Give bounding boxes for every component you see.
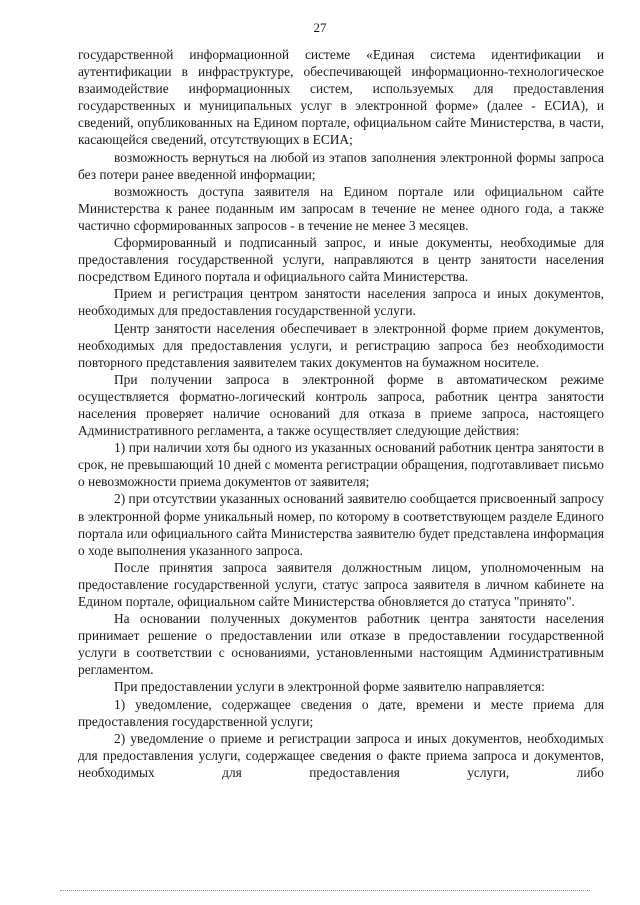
paragraph-automatic-check: При получении запроса в электронной форме в автоматическом режиме осуществляется форматно-логический контроль запроса, работник центра занятости населения проверяет наличие оснований для отказа в приеме запроса, настоящего Административного регламента, а также осуществляет следующие действия: [78,371,604,439]
page-body [78,46,604,781]
paragraph-electronic-reception: Центр занятости населения обеспечивает в электронной форме прием документов, необходимых для предоставления услуги, и регистрацию запроса без необходимости повторного представления заявителем таких документов на бумажном носителе. [78,320,604,370]
paragraph-decision: На основании полученных документов работник центра занятости населения принимает решение о предоставлении или отказе в предоставлении государственной услуги в соответствии с основаниями, установленными настоящим Административным регламентом. [78,611,604,678]
list-item-2-unique-number: 2) при отсутствии указанных оснований заявителю сообщается присвоенный запросу в электронной форме уникальный номер, по которому в соответствующем разделе Единого портала или официального сайта Министерства заявителю будет представлена информация о ходе выполнения указанного запроса. [78,491,604,558]
paragraph-esia-continuation: государственной информационной системе «Единая система идентификации и аутентификации в инфраструктуре, обеспечивающей информационно-технологическое взаимодействие информационных систем, используемых для предоставления государственных и муниципальных услуг в электронной форме» (далее - ЕСИА), и сведений, опубликованных на Едином портале, официальном сайте Министерства, в части, касающейся сведений, отсутствующих в ЕСИА; [78,47,604,148]
list-item-2-notification-registration: 2) уведомление о приеме и регистрации запроса и иных документов, необходимых для предоставления услуги, содержащее сведения о факте приема запроса и документов, необходимых для предоставления услуги, либо [78,730,604,780]
paragraph-status-accepted: После принятия запроса заявителя должностным лицом, уполномоченным на предоставление государственной услуги, статус запроса заявителя в личном кабинете на Едином портале, официальном сайте Министерства обновляется до статуса "принято". [78,559,604,609]
list-item-1-refusal-letter: 1) при наличии хотя бы одного из указанных оснований работник центра занятости в срок, не превышающий 10 дней с момента регистрации обращения, подготавливает письмо о невозможности приема документов от заявителя; [78,440,604,490]
paragraph-request-submission: Сформированный и подписанный запрос, и иные документы, необходимые для предоставления государственной услуги, направляются в центр занятости населения посредством Единого портала и официального сайта Министерства. [78,235,604,285]
paragraph-access-to-requests: возможность доступа заявителя на Едином портале или официальном сайте Министерства к ранее поданным им запросам в течение не менее одного года, а также частично сформированных запросов - в течение не менее 3 месяцев. [78,183,604,233]
paragraph-reception-heading: Прием и регистрация центром занятости населения запроса и иных документов, необходимых для предоставления государственной услуги. [78,286,604,319]
scan-edge-line [60,890,590,892]
paragraph-notifications-intro: При предоставлении услуги в электронной форме заявителю направляется: [114,679,545,695]
paragraph-return-to-step: возможность вернуться на любой из этапов заполнения электронной формы запроса без потери ранее введенной информации; [78,149,604,182]
page-number: 27 [313,20,327,35]
list-item-1-notification-date: 1) уведомление, содержащее сведения о дате, времени и месте приема для предоставления государственной услуги; [78,696,604,729]
